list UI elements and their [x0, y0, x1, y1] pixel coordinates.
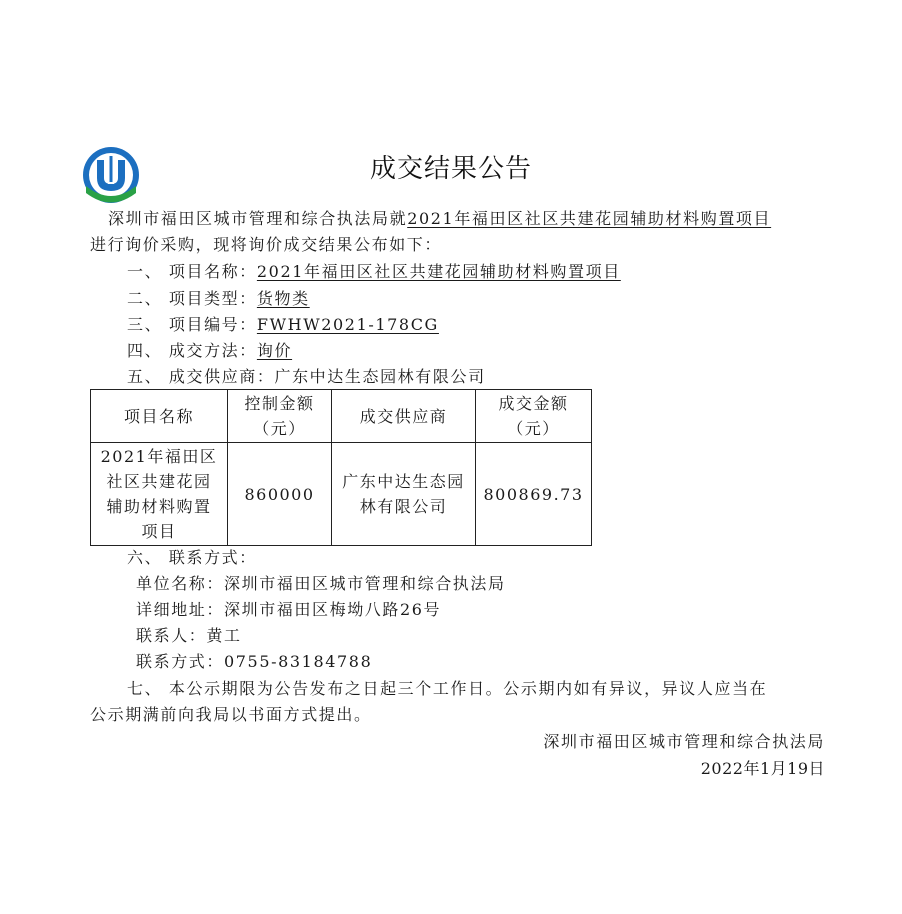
header-budget-line-1: 控制金额 [244, 394, 315, 413]
notice-line-2: 公示期满前向我局以书面方式提出。 [90, 705, 372, 724]
contact-address: 详细地址：深圳市福田区梅坳八路26号 [136, 600, 442, 619]
notice-line-1: 七、 本公示期限为公告发布之日起三个工作日。公示期内如有异议，异议人应当在 [127, 679, 768, 698]
item-label: 二、 项目类型： [127, 289, 257, 308]
contact-phone: 联系方式：0755-83184788 [136, 652, 373, 671]
footer-org: 深圳市福田区城市管理和综合执法局 [543, 732, 825, 751]
cell-amount: 800869.73 [476, 443, 592, 546]
cell-line: 林有限公司 [359, 497, 448, 516]
table-row [91, 443, 592, 546]
cell-line: 2021年福田区 [100, 447, 218, 466]
result-table [90, 389, 592, 546]
item-deal-method [127, 339, 292, 363]
header-budget [228, 390, 332, 443]
cell-supplier [332, 443, 476, 546]
page-title: 成交结果公告 [369, 154, 532, 184]
header-amount [476, 390, 592, 443]
item-project-name [127, 260, 621, 284]
cell-line: 项目 [141, 522, 177, 541]
item-value: 询价 [256, 341, 293, 360]
contact-unit: 单位名称：深圳市福田区城市管理和综合执法局 [136, 574, 506, 593]
item-project-code [127, 313, 439, 337]
footer-date: 2022年1月19日 [700, 759, 825, 778]
intro-line-1 [108, 207, 771, 231]
item-value: 2021年福田区社区共建花园辅助材料购置项目 [256, 262, 621, 281]
contact-heading: 六、 联系方式： [127, 548, 257, 567]
cell-line: 社区共建花园 [106, 472, 212, 491]
item-supplier: 五、 成交供应商：广东中达生态园林有限公司 [127, 367, 486, 386]
header-budget-line-2: （元） [253, 419, 306, 438]
item-project-type [127, 287, 310, 311]
header-amount-line-1: 成交金额 [498, 394, 569, 413]
cell-budget: 860000 [228, 443, 332, 546]
item-label: 一、 项目名称： [127, 262, 257, 281]
cell-line: 广东中达生态园 [342, 472, 465, 491]
header-project-name: 项目名称 [91, 390, 228, 443]
item-label: 三、 项目编号： [127, 315, 257, 334]
item-value: 货物类 [256, 289, 310, 308]
item-label: 四、 成交方法： [127, 341, 257, 360]
cell-project-name [91, 443, 228, 546]
intro-prefix: 深圳市福田区城市管理和综合执法局就 [108, 209, 408, 228]
item-value: FWHW2021-178CG [256, 315, 439, 334]
header-supplier: 成交供应商 [332, 390, 476, 443]
contact-person: 联系人：黄工 [136, 626, 242, 645]
intro-project-name: 2021年福田区社区共建花园辅助材料购置项目 [407, 209, 772, 228]
header-amount-line-2: （元） [507, 419, 560, 438]
table-header-row [91, 390, 592, 443]
intro-line-2: 进行询价采购，现将询价成交结果公布如下： [90, 235, 443, 254]
cell-line: 辅助材料购置 [106, 497, 212, 516]
